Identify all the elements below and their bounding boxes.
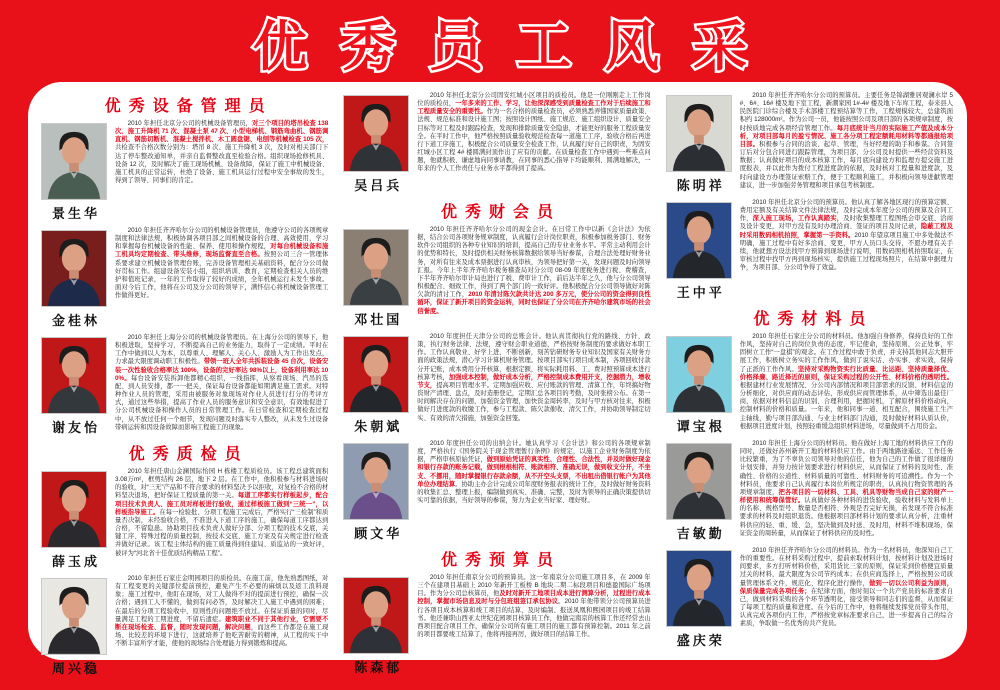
photo-box xyxy=(666,202,733,301)
bio-highlight: 及时对新开工地项目成本进行测算分析，过程进行成本控制，掌握市场信息及时与分包班组签订承包协议 xyxy=(417,590,651,606)
employee-photo xyxy=(343,229,409,306)
bio-highlight: 建筑职业不同于其他行业，它需要不断在现场检查、监督，随时发现问题，解决问题 xyxy=(115,615,329,631)
employee-photo xyxy=(666,443,732,520)
bio-highlight: 隐蔽工程及时采用数码相机拍照，掌握第一手资料。 xyxy=(739,223,953,239)
bio-text: 在纪律方面，他时刻以一个共产党员的标准要求自己，做到材料采购的各个环节透明化，接受领导和同志们的监督，从而保证了每项工程的质量和进度。在今后的工作中，他将继续发挥党员带头作用，认真完成各项份内工作，严格按党章标准要求自己，进一步提高自己的综合素质，争取做一名优秀的共产党员。 xyxy=(739,587,953,628)
bio-highlight: 做到原始凭证的真实性、合理性、合法性，并及时做好现金和银行存款的账务记载，做到根根相符、账款相符、准确无误，做到收支分开，不坐支、不挪用，随时掌握银行存款余额，从不开空头支票，不出租出借银行帐户为其他单位办理结算 xyxy=(417,456,651,488)
bio-text: 2010 年担任齐齐哈尔分公司的材料员。作为一名材料员，他深知自己工作的重要性。在材料采购过程中，提前索取材料计划，按材料计划及进场时间要求，多方打听材料价格，采用货比三家的原则，保证采到价格便宜质量过关的材料，最大限度为公司节约成本；在供应商选择上，严格按照公司质量管理体系文件，规范化、程序化进行操作， xyxy=(739,547,953,587)
employee-photo xyxy=(666,95,732,172)
bio-text: 2010 年担任唐山金澜国际怡园 H 栋楼工程质检员。该工程总建筑面积 3.08万m²，框剪结构 26 层，地下 2 层。在工作中，他积极参与材料进场时的验收，对“三无”产品和不符合要求的材料坚决予以拒收，对复检不合格的材料坚决退场，把好保证工程质量的第一关。 xyxy=(115,468,329,500)
bio-text: 2010 年担任北京分公司的预算员。他认真了解各地区现行的预算定额、费用定额及有关结算文件法律法规，及时完成本年度分公司的预算及合同工作， xyxy=(739,199,953,223)
profile-card xyxy=(343,226,650,329)
bio-highlight: 坚持对采购物资实行比质量、比运距、坚持质量择优、价格择廉、路近择近的原则，保证采购过程的公开性、材料价格的透明性。 xyxy=(739,365,953,381)
bio-highlight: 做到一切以公司利益为原则，保质保量完成各项任务； xyxy=(739,579,953,595)
section-header: 优秀预算员 xyxy=(440,552,561,569)
profile-card xyxy=(343,574,650,677)
bio-text: 2010 年担任上海分公司的机械设备管理员。在上海分公司的领导下，他积极进取，坚持学习，不断提高自己的业务能力，取得了一定成绩。平时在工作中做到以人为本，以尊重人、理解人、关心人、激励人为工作出发点，力求最大限度调动职工积极性。 xyxy=(115,334,329,366)
employee-photo xyxy=(666,550,732,627)
bio-text: 2010 年担任南京分公司的预算员。这一年南京分公司施工项目多，在 2009 年三个在建项目基础上 2010 年新开工板桥 B 地块二期二标段项目和德盈国际广场项目。作为分公司总核算员，他 xyxy=(417,574,651,598)
bio-highlight: 深入施工现场，工作认真踏实， xyxy=(752,215,844,223)
employee-name: 谢友怡 xyxy=(51,420,100,435)
employee-name: 周兴稳 xyxy=(51,661,100,676)
photo-box xyxy=(666,550,733,649)
bio-text: 按照公司三合一管理体系要求建立机械设备管理台账，完善设备管理相关基础资料，配合分公司做好贯标工作。组建设备安装小组，组织培训、教育，定期检查相关人员的维护和值班记录，一年的工作取得了较好的成绩，全年机械运行未发生事故。面对今后工作，他将在公司及分公司的领导下，满怀信心将机械设备管理工作做得更好。 xyxy=(115,251,329,300)
bio-highlight: 每道工序都实行样板起步，配合项目技术负责人、施工员对样板进行验收，通过样板施工做到“三统一”，以样板指导施工。 xyxy=(115,492,329,516)
bio-text: 2010 年望京项目施工中多处做法不明确，施工过程中有好多洽商、变更，甲方人员口头交待，不愿办理有关手续，他就想方设法找甲方预算到现场进行说明，用数码照相机拍照取证，在审核过程中找甲方再到现场核实，提供施工过程现场照片，在结算中据理力争，为项目部、分公司争得了效益。 xyxy=(739,231,953,272)
profile-card xyxy=(343,440,650,543)
employee-name: 景生华 xyxy=(51,206,100,221)
bio-text: 每台设备安装拆卸他都精心组织，一线指挥，从察看现场、汽吊的选配、到人员安排，都一一把关，保证每台设备都能如期满足施工需求。对特种作业人员的管理，采用由被服务对象现场对作业人员进行打分的考评方式，通过这些举措，提高了作业人员的服务意识和安全意识，有效地促进了分公司机械设备和操作人员的日常管理工作。在日常检查和定期检查过程中，从不放过任何一个细节，发现问题及时落实专人整改，从未发生过设备带病运转和因设备故障而影响工程施工的现象。 xyxy=(115,374,329,431)
page-title: 优秀员工风采 xyxy=(253,16,781,77)
bio-text: 作为一名合格的质量检查员，必须熟悉弄懂国家质量政策、法规、规范标准和设计施工图；按照设计图纸、施工规范、施工组织设计、质量安全目标等对工程及时跟踪检查，发现和排除质量安全隐患，才能更好的服务工程质量安全。在平时工作中，他严格按照质量验收规范检查每一道施工工序，验收合格后再进行下道工序施工，积极配合公司质量安全检查工作，认真履行好自己的职责，为固安红城小区工程 4# 楼圆满封顶作出了应有的贡献。在质量检查工作中遇到一些难点问题，他就积极、谦虚地向同事请教，在同事的悉心指导下均能顺利、圆满地解决，一年来的个人工作责任与业务水平都得到了提高。 xyxy=(417,108,651,173)
photo-box xyxy=(666,336,733,435)
profile-card xyxy=(666,440,953,543)
bio-highlight: 对每台机械设备和施工机具均定期检查、带头维修，现场监督直至合格。 xyxy=(115,243,329,259)
bio-text: 2010 年担任上海分公司的材料员。他在做好上海工地的材料供应工作的同时，还做好苏州新开工地的材料供应工作。由于两地路途遥远、工作任务比较繁重，为了不辜负公司领导对他的信任，他为自己的工作做了很详细的计划安排，并努力按计划要求进行材料供应，从而保证了材料的及时性、准确性、价格的公道性、材料质量的可靠性、材料财务的可追溯性。作为一个材料员，他要求自己认真履行本岗位所规定的职责，认真执行物资管理的各项规章制度， xyxy=(739,440,953,496)
employee-name: 薛玉成 xyxy=(51,554,100,569)
bio-text: 2010 年担任北京分公司固安红城小区项目的质检员。他是一位刚刚走上工作岗位的质检员， xyxy=(417,92,651,108)
bio-highlight: 对三个项目的塔吊检查 138 次、施工升降机 71 次、混凝土泵 47 次、小型电梯机、钢筋弯曲机、钢筋调直机、钢筋切断机、混凝土搅拌机、木工圆盘锯、电刨等机械检查 105 次， xyxy=(115,120,329,144)
employee-name: 吉敏勤 xyxy=(676,526,725,541)
photo-box xyxy=(343,336,410,435)
bio-text: 。协助主办会计完成公司年度财务报表的统计工作，及时做好财务资料的收集汇总、整理上报，编制做到真实、准确、完整，及时为领导的正确决策提供切实可靠的依据，当好领导的参谋，努力为企业当好家、理好财。 xyxy=(417,480,651,505)
employee-photo xyxy=(666,202,732,279)
bio-text: 提高项目管理水平。定期加强应收、应付账款的管理、清算工作，年终搞好物资财产清理、盘点，及时造册登记，定期汇总各项目的考勤，及时张榜公布。在第一时间解决存在的问题，加强资金管理，加快资金周转率，及时与甲方核对往来，积极做好月进度款的收缴工作，参与工程款、陈欠款催收、清欠工作，并协助领导制定切实、有效的清欠措施，加强资金回笼。 xyxy=(417,381,651,422)
bio-text: 根据建材行业发展情况、分公司内部情况和项目部需求的反馈、材料信息的分析细化，对供应商的动态评估，形成供应商管理体系，从中筛选出最佳厂商，依据对材料信息的识别、合理利用，把握时机，了解原材料价格动向，控制材料的价格和质量。一年来，他和同事一道、相互配合，围绕施工生产主轴线，勤与项目部沟通、与业主材料部门沟通，及时做好材料认质认价，根据项目进度计划，按照轻重缓急组织材料进场，尽量做到不占用资金。 xyxy=(739,381,953,430)
profile-card xyxy=(41,575,328,678)
bio-text: 2010 年担任齐齐哈尔分公司的预算员。主要任务是锦湖雅居观澜水岸 5#、6#、16# 楼及地下室工程，新潮家园 1#-4# 楼及地下车库工程，泰来县人民医院门诊综合楼及手术部楼工程预结算等工作，工程规模较大，总建筑面积约 128000m²。作为公司一员，他能按照公司及项目部的各项规章制度，按时按质地完成各项经营管理工作。 xyxy=(739,92,953,132)
profile-card xyxy=(666,199,953,302)
profile-card xyxy=(41,334,328,437)
bio-text: 积极参与合同的洽谈、起草、管理，当好经理的助手和参谋。合同签订后对分包合同进行跟踪管理，为项目部、分公司及时提供一些经营资料及数据；认真做好项目的成本核算工作，每月底向建设方和监理方提交施工进度报表，并以此作为拨付工程进度款的依据，及时核对工程量和进度款，及时向建设方办理签证索赔工作，便于工程顺利施工，并积极向领导进献管理建议，进一步加强劳务管理和项目承包考核制度。 xyxy=(739,140,953,189)
bio-text: ，而这些工作都是在施工现场、比较差的环境下进行，这就培养了他吃苦耐劳的精神，从工程的实干中不断丰富所学才能，使他的现场综合处理能力得到锻炼和提高。 xyxy=(115,623,329,648)
photo-box xyxy=(666,443,733,542)
section-header: 优秀材料员 xyxy=(753,311,874,328)
photo-box xyxy=(343,229,410,328)
column-3 xyxy=(666,90,953,652)
photo-box xyxy=(41,230,108,329)
photo-box xyxy=(343,443,410,542)
bio-highlight: 加强成本控制，做好成本分析，严格控制成本费用开支，挖掘潜力，增收节支， xyxy=(417,373,651,389)
bio-text: 2010 年担任齐齐哈尔分公司的现金会计。在日常工作中以新《会计法》为依据，结合公司各项财务规章制度，认真履行会计岗位职责，积极参加税务部门、财务软件公司组织的各种专业知识的培训，提高自己的专业业务水平。平常主动利用会计的优势和特长，及时提供相关财务核算数据给领导当好参谋，合理合法处理好财务业务，对所有往来及成本票据进行认真审核，为领导把好第一关，发现问题及时向领导汇报。今年上半年齐齐哈尔税务稽查局对分公司 08-09 年度税务进行税、费稽查，下半年齐齐哈尔审计局也进行了税、费审计工作，前后达半年之久，他与分公司领导积极配合、细致工作，得到了两个部门的一致好评。他积极配合分公司领导做好对陈欠款的清讨工作， xyxy=(417,226,651,299)
profile-card xyxy=(666,92,953,195)
employee-name: 顾文华 xyxy=(354,526,403,541)
employee-name: 谭宝根 xyxy=(676,419,725,434)
bio-text: 。2010 年他带领分公司预算员进行各项目成本核算和竣工项目的结算，及时编制、报送凤凰和熙园项目的竣工结算书。他还兼职山西亚太世纪花园项目核算员工作，他做完南京的核算工作还经常去山西项目配合项目工作，确保分公司所有施工项目的施工都有预算控制。2011 年之前的项目都要竣工结算了，他将再接再厉，做好项目的结算工作。 xyxy=(417,598,651,639)
employee-name: 金桂林 xyxy=(51,313,100,328)
employee-photo xyxy=(343,577,409,654)
content-panel xyxy=(28,82,967,676)
employee-photo xyxy=(343,95,409,172)
bio-text: 在每一检验批、分项工程施工完成后，严格实行“三检制”和质量否决制，未经验收合格，不准进入下道工序的施工，确保每道工序都达到合格，不留隐患。协助项目技术负责人做好分部、分项工程的技术交底，关键工序、特殊过程的质量控制，按技术交底、施工方案及有关规定进行检查并做好记录。该工程主体结构的施工质量得到住建局、质监站的一致好评，被评为“河北省十佳优质结构精品工程”。 xyxy=(115,508,329,557)
bio-text: 2010 年度担任天津分公司的总账会计。他认真贯彻执行党的路线、方针、政策，执行财务法律、法规，遵守财会职业道德，严格按财务制度的要求做好本职工作。工作认真敬业、好学上进、不断创新，刻苦钻研财务专业知识及国家有关财务方面的政策法规，潜心学习计算机财务管理。按项目部实行项目成本制，各项回收付款分开记账，成本费用分开核算，根据定额，将实际耗用料、工、费对照预算成本进行核算考核， xyxy=(417,333,651,381)
bio-text: 2010 年担任石家庄金明园项目的质检员。在施工前，他先熟悉图纸，对有工程变更的关键部位提前预控，避免产生不必要的麻烦以及返工浪料现象；施工过程中，他盯在现场，对工人做得不对的提前进行预控，确保一次合格；遇到工人不懂的，做到有问必答，及时解决工人施工中遇到的困难；在最后的分项工程验收中，原则性的问题绝不放过。在保证质量的同时，尽量满足工程的工期进度，不留后遗症。 xyxy=(115,575,329,623)
bio-highlight: 带领一班人全年共拆装设备 45 台次，设备安装一次性验收合格率达 100%，设备的完好率达 98%以上，设备利用率达 100%。 xyxy=(115,358,329,382)
employee-name: 吴吕兵 xyxy=(354,178,403,193)
employee-name: 陈明祥 xyxy=(676,178,725,193)
photo-box xyxy=(343,577,410,676)
photo-box xyxy=(666,95,733,194)
employee-photo xyxy=(41,123,107,200)
photo-box xyxy=(41,337,108,436)
employee-name: 王中平 xyxy=(676,285,725,300)
employee-name: 盛庆荣 xyxy=(676,633,725,648)
photo-box xyxy=(41,123,108,222)
profile-card xyxy=(343,333,650,436)
photo-box xyxy=(41,578,108,677)
profile-card xyxy=(666,547,953,650)
bio-highlight: 2010 年清讨陈欠款共计达 200 多万元，使分公司的资金得到良性循环，保证了新开项目的资金运转，同时也保证了分公司在齐齐哈尔建筑市场的社会信誉度。 xyxy=(417,291,651,315)
employee-photo xyxy=(41,337,107,414)
bio-text: 2010 年担任北京分公司的机械设备管理员， xyxy=(127,120,253,127)
column-1 xyxy=(41,90,329,676)
section-header: 优秀财会员 xyxy=(440,204,561,221)
photo-box xyxy=(343,95,410,194)
section-header: 优秀质检员 xyxy=(128,446,249,463)
employee-photo xyxy=(41,230,107,307)
employee-photo xyxy=(41,471,107,548)
bio-highlight: 每月底统计当月的实际施工产值及成本分析，对项目部每月的盈亏情况、施工各分项工程定额耗用材料等都通报给项目部。 xyxy=(739,124,953,148)
bio-text: 认真做好各种材料的进货验收，验收材料与发料单上的名称、规格型号、数量是否相符、外观是否完好无损，若发现不符合标准要求的材料及时组织退货。他根据项目部材料计划的要求认真分析，注重材料供应的轻、重、缓、急，坚决做到及时送、及时用，材料不堆积现场，保证资金的周转量，从而保证了材料供应的及时性。 xyxy=(739,497,953,537)
employee-photo xyxy=(41,578,107,655)
employee-photo xyxy=(343,336,409,413)
profile-card xyxy=(41,468,328,571)
bio-text: 2010 年担任齐齐哈尔分公司的机械设备管理员，他遵守公司的各项规章制度和法律法规，积极协调各项目部之间机械设备的合理、高效使用，学习和掌握每台机械设备的性能、保养、使用和操作规程， xyxy=(115,227,329,251)
employee-photo xyxy=(666,336,732,413)
bio-text: 2010 年担任石家庄分公司的材料员。他加强自身修养，保持良好的工作作风，坚持对自己的岗位负责的态度，牢记使命，坚持原则，公正处事，牢固树立工作“一盘棋”的观念。在工作过程中敢于负责，并支持其他同志大胆开展工作，积极树立务实的工作作风，做到了说实话、办实事、求实效，保持了正派的工作作风。 xyxy=(739,333,953,373)
employee-photo xyxy=(343,443,409,520)
employee-name: 朱朝斌 xyxy=(354,419,403,434)
profile-card xyxy=(41,227,328,330)
section-header: 优秀设备管理员 xyxy=(104,98,273,115)
profile-card xyxy=(666,333,953,436)
bio-text: 2010 年度担任公司的出纳会计。她认真学习《会计法》和公司的各项规章制度，严格执行《国务院关于现金管理暂行条例》的规定，以施工企业财务制度为依据，严格审核原始凭证， xyxy=(417,440,651,464)
employee-name: 邓壮国 xyxy=(354,312,403,327)
bio-text: 及时收集整理工程图纸会审交底、洽商及设计变更，对甲方没有及时办理洽商、签证的项目及时记录， xyxy=(739,215,953,231)
photo-box xyxy=(41,471,108,570)
employee-name: 陈森郁 xyxy=(354,660,403,675)
bio-highlight: 把各项目的一切材料、工具、机具等财物当成自己家的财产一样使用和统筹保管好。 xyxy=(739,488,953,505)
profile-card xyxy=(41,120,328,223)
profile-card xyxy=(343,92,650,195)
bio-highlight: 一年多来的工作、学习，让他深深感受到质量检查工作对于后续施工和工程质量安全的重要性。 xyxy=(417,100,651,116)
bio-text: 共检查不合格次数分别为：塔吊 8 次、施工升降机 3 次，及时对相关部门下达了停车整改通知单，并亲自监督整改直至检验合格。组织现场抢修机具、设备 12 次，及时解决了施工现场机械、设备故障，保证了施工中机械设备、施工机具的正常运转，杜绝了设备、施工机具运行过程中安全事故的发生，得到了领导、同事们的肯定。 xyxy=(115,144,329,185)
column-2 xyxy=(343,90,651,675)
